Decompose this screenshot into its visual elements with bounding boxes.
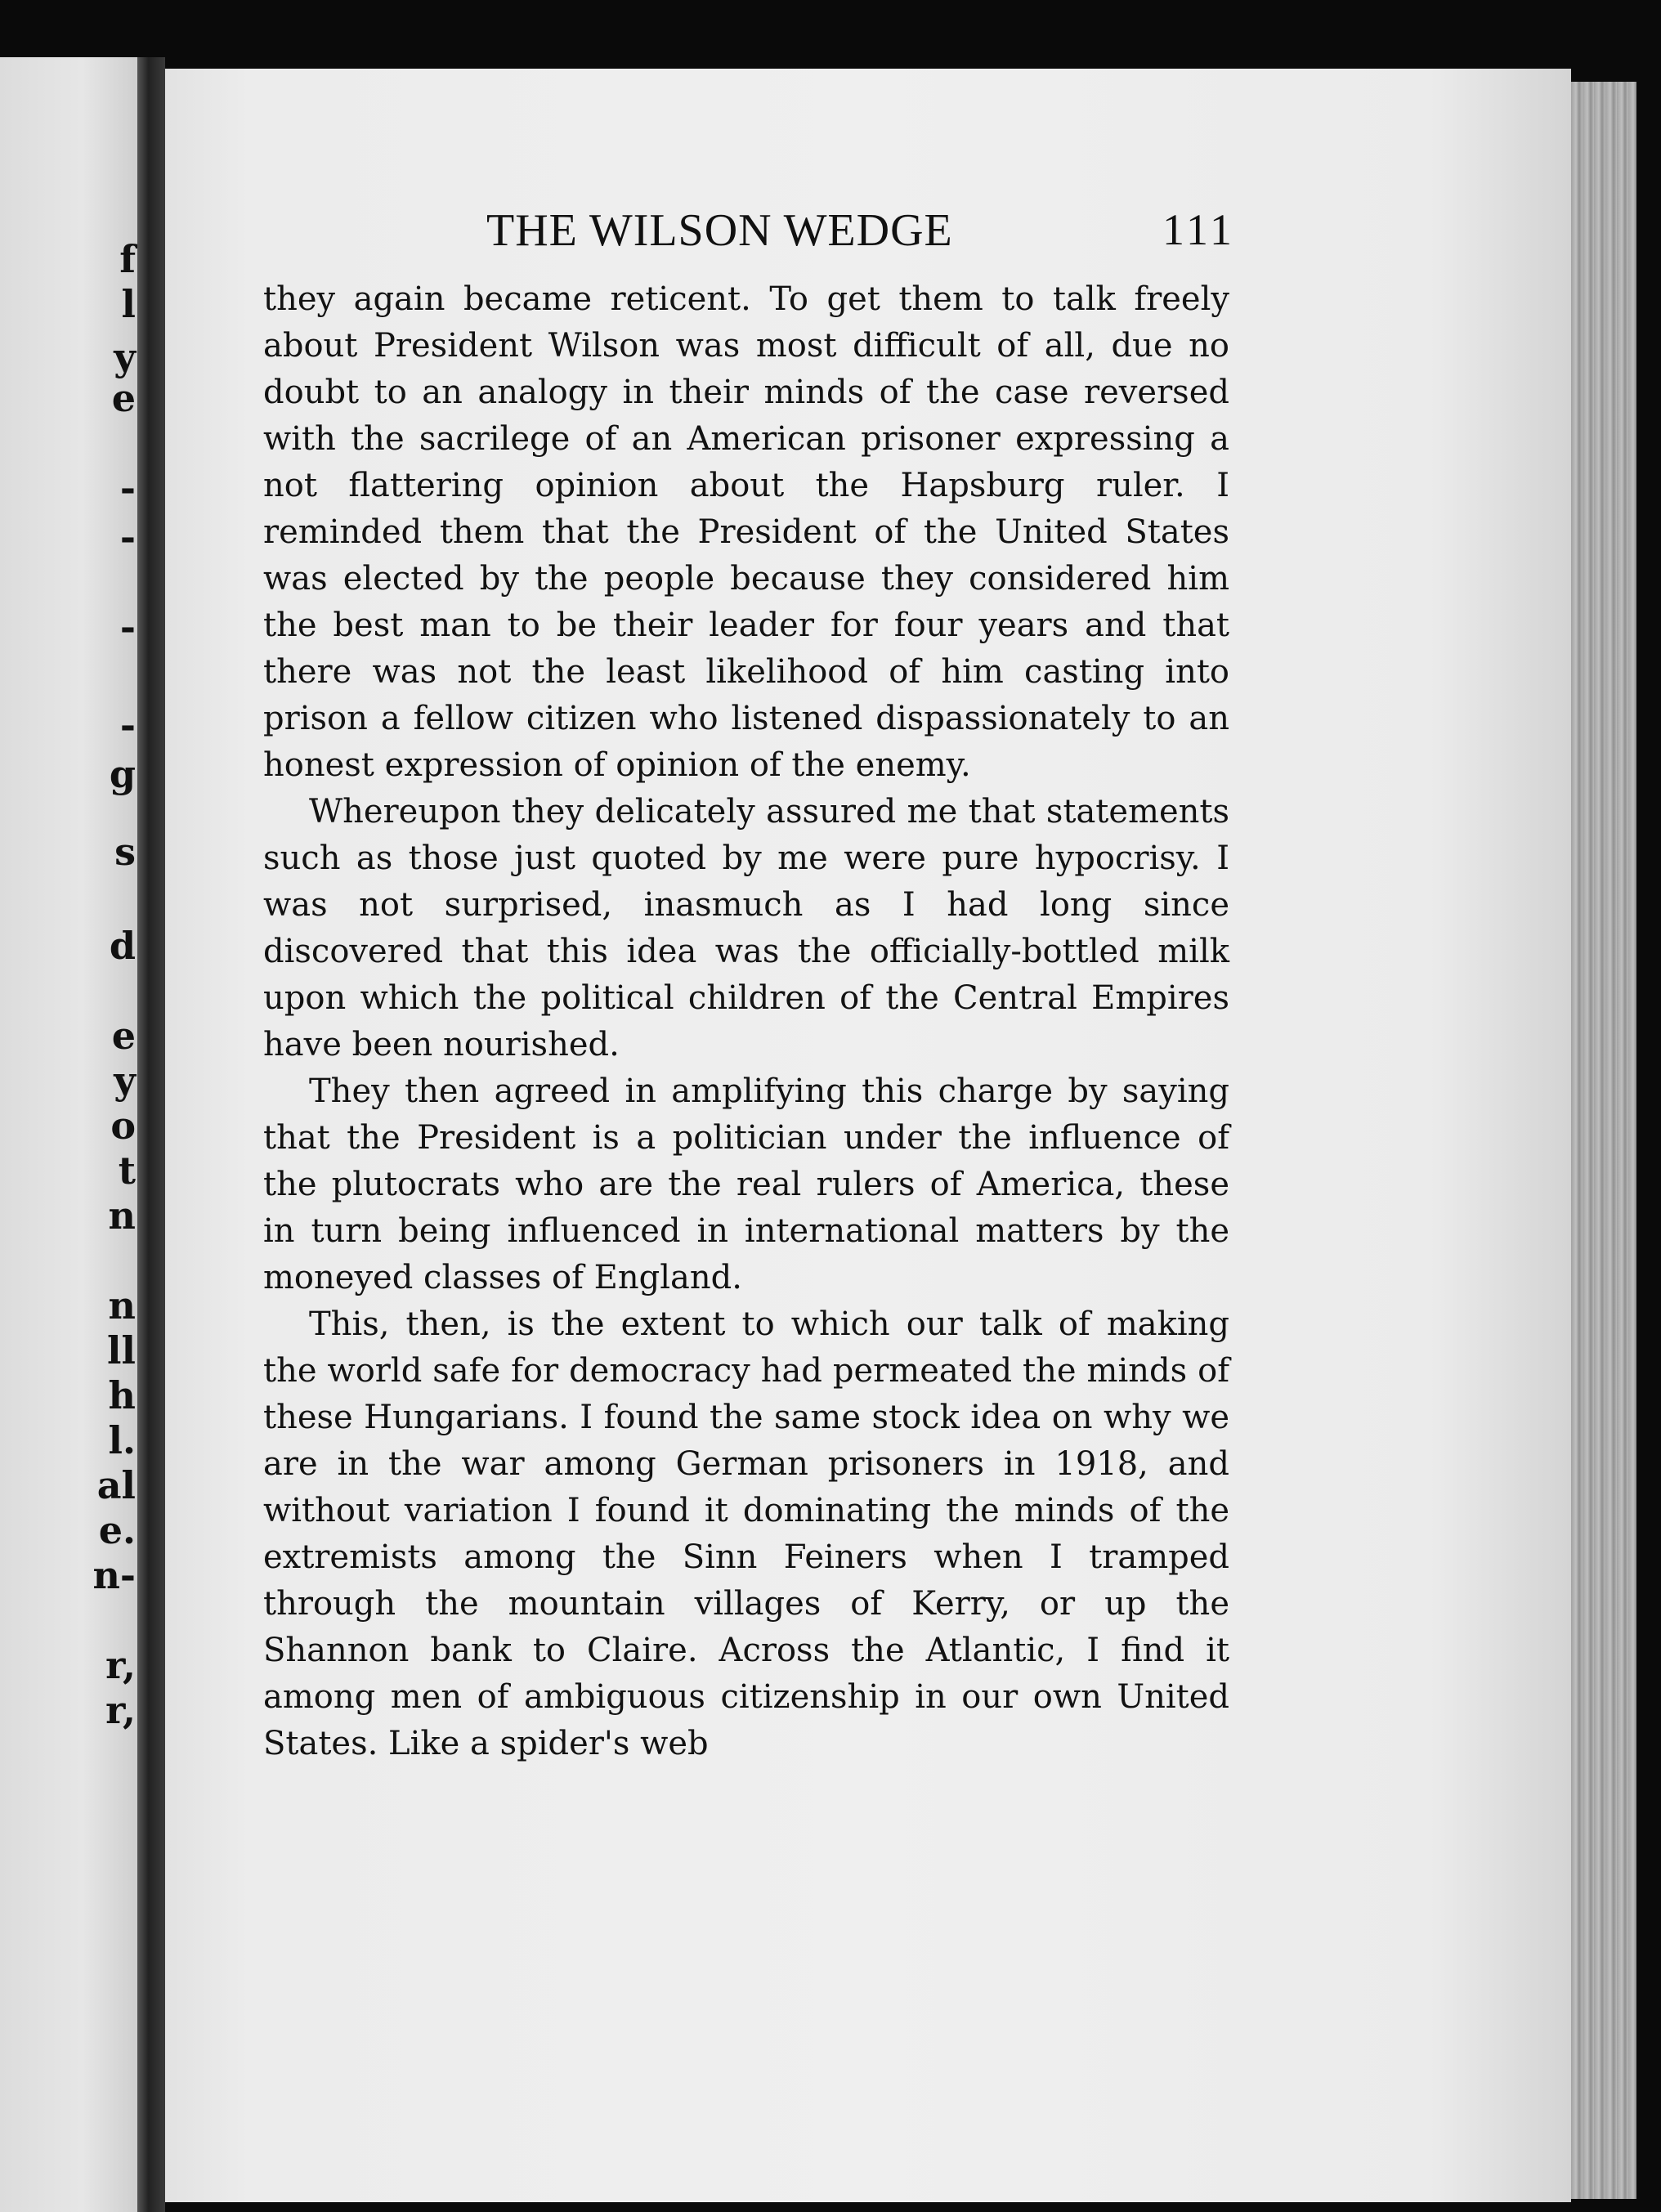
paragraph: This, then, is the extent to which our talk of making the world safe for democracy had permeated the minds of these Hungarians. I found the same stock idea on why we are in the war among German prisoners in 1918, and without variation I found it dominating the minds of the extremists among the Sinn Feiners when I tramped through the mountain villages of Kerry, or up the Shannon bank to Claire. Across the Atlantic, I find it among men of ambiguous citizenship in our own United States. Like a spider's web (263, 1305, 1229, 1762)
left-page-fragment: l (121, 282, 136, 326)
left-page-fragment: g (109, 752, 136, 796)
left-page-fragment: y (114, 1059, 136, 1103)
left-page-fragment: d (109, 924, 136, 968)
left-page-fragment: o (110, 1104, 136, 1148)
left-page-text-fragments (0, 57, 137, 2212)
left-facing-page (0, 57, 137, 2212)
page-edges (1571, 82, 1636, 2199)
book-gutter (137, 57, 165, 2212)
left-page-fragment: e (111, 1014, 136, 1058)
left-page-fragment: f (119, 237, 136, 281)
left-page-fragment: al (96, 1463, 136, 1507)
left-page-fragment: r, (105, 1643, 136, 1687)
left-page-fragment: s (114, 830, 136, 874)
left-page-fragment: - (119, 466, 136, 510)
left-page-fragment: - (119, 515, 136, 559)
left-page-fragment: l. (108, 1418, 136, 1462)
left-page-fragment: n (108, 1283, 136, 1328)
page-number: 111 (1162, 205, 1235, 254)
left-page-fragment: - (119, 605, 136, 649)
left-page-fragment: e (111, 376, 136, 420)
body-text (263, 276, 1229, 1767)
left-page-fragment: h (108, 1373, 136, 1417)
left-page-fragment: n- (92, 1553, 136, 1597)
left-page-fragment: n (108, 1193, 136, 1238)
left-page-fragment: ll (107, 1328, 136, 1372)
left-page-fragment: y (114, 335, 136, 379)
left-page-fragment: r, (105, 1688, 136, 1732)
paragraph: they again became reticent. To get them to talk freely about President Wilson was most difficult of all, due no doubt to an analogy in their minds of the case reversed with the sacrilege of an American prisoner expressing a not flattering opinion about the Hapsburg ruler. I reminded them that the President of the United States was elected by the people because they considered him the best man to be their leader for four years and that there was not the least likelihood of him casting into prison a fellow citizen who listened dispassionately to an honest expression of opinion of the enemy. (263, 280, 1229, 784)
left-page-fragment: - (119, 703, 136, 747)
left-page-fragment: t (118, 1149, 136, 1193)
running-title: THE WILSON WEDGE (486, 205, 953, 256)
paragraph: Whereupon they delicately assured me that statements such as those just quoted by me were pure hypocrisy. I was not surprised, inasmuch as I had long since discovered that this idea was the officially-bottled milk upon which the political children of the Central Empires have been nourished. (263, 793, 1229, 1063)
left-page-fragment: e. (98, 1508, 136, 1552)
paragraph: They then agreed in amplifying this charge by saying that the President is a politician under the influence of the plutocrats who are the real rulers of America, these in turn being influenced in international matters by the moneyed classes of England. (263, 1072, 1229, 1296)
